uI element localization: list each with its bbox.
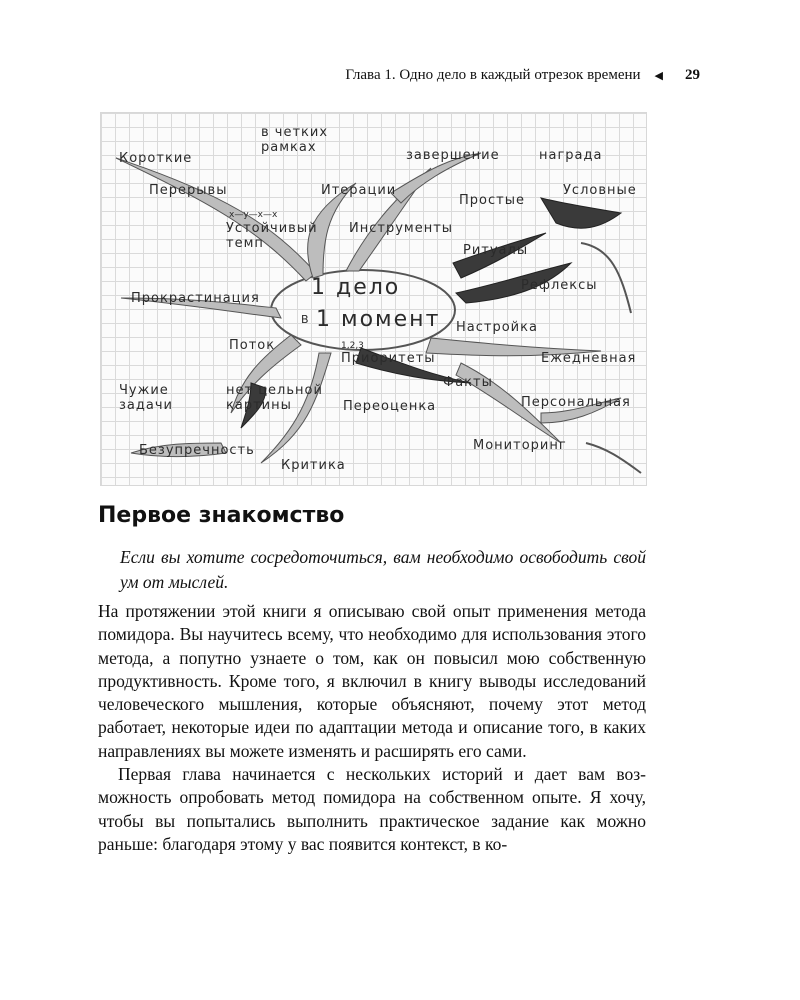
node-flow: Поток xyxy=(229,338,276,353)
node-facts: Факты xyxy=(443,375,493,390)
mind-map-illustration xyxy=(100,112,647,486)
page-number: 29 xyxy=(685,66,700,83)
node-simple: Простые xyxy=(459,193,525,208)
node-tuning: Настройка xyxy=(456,320,538,335)
center-prefix: B xyxy=(301,313,310,326)
branch-conditional xyxy=(541,198,621,228)
epigraph: Если вы хотите сосредоточиться, вам необходимо освободить свой ум от мыслей. xyxy=(120,547,646,592)
node-completion: завершение xyxy=(406,148,500,163)
node-monitoring: Мониторинг xyxy=(473,438,567,453)
node-no-whole-picture: нет цельной картины xyxy=(226,383,323,413)
node-criticism: Критика xyxy=(281,458,346,473)
section-title: Первое знакомство xyxy=(98,503,345,528)
node-steady-marks: x—y—x—x xyxy=(229,210,278,220)
node-procrastination: Прокрастинация xyxy=(131,291,260,306)
running-header xyxy=(300,62,700,88)
paragraph: Первая глава начинается с нескольких историй и дает вам возможность опробовать метод помидора на собственном опыте. Я хочу, чтобы вы попытались выполнить практическое задание как можно раньше: благодаря этому у вас появится контекст, в ко- xyxy=(98,764,646,854)
node-flawlessness: Безупречность xyxy=(139,443,255,458)
paragraph: На протяжении этой книги я описываю свой опыт применения метода помидора. Вы научитесь всему, что необходимо для использования этого метода, а попутно узнаете о том, как он повысил мою собственную продуктивность. Кроме того, я включил в книгу выводы исследований человеческого мышления, которые объясняют, почему этот метод работает, некоторые идеи по адаптации метода и описание того, в каких направлениях вы можете изменять и расширять его сами. xyxy=(98,601,646,761)
branch-monitoring xyxy=(586,443,641,473)
node-breaks: Перерывы xyxy=(149,183,228,198)
node-priorities-nums: 1,2,3 xyxy=(341,341,364,351)
chapter-title: Глава 1. Одно дело в каждый отрезок времени xyxy=(345,66,641,83)
node-daily: Ежедневная xyxy=(541,351,637,366)
node-iterations: Итерации xyxy=(321,183,397,198)
branch-short xyxy=(116,158,316,281)
node-short: Короткие xyxy=(119,151,193,166)
node-rituals: Ритуалы xyxy=(463,243,529,258)
center-label-line1: 1 дело xyxy=(311,275,401,300)
triangle-left-icon: ◀ xyxy=(654,69,663,82)
node-conditional: Условные xyxy=(563,183,637,198)
node-reassessment: Переоценка xyxy=(343,399,437,414)
body-text xyxy=(98,600,646,856)
node-tools: Инструменты xyxy=(349,221,454,236)
node-clear-frame: в четких рамках xyxy=(261,125,329,155)
node-reward: награда xyxy=(539,148,603,163)
node-others-tasks: Чужие задачи xyxy=(119,383,173,413)
node-steady-pace: Устойчивый темп xyxy=(226,221,318,251)
node-reflexes: Рефлексы xyxy=(521,278,598,293)
node-priorities: Приоритеты xyxy=(341,351,436,366)
node-personal: Персональная xyxy=(521,395,631,410)
center-label-line2: 1 момент xyxy=(316,307,441,332)
